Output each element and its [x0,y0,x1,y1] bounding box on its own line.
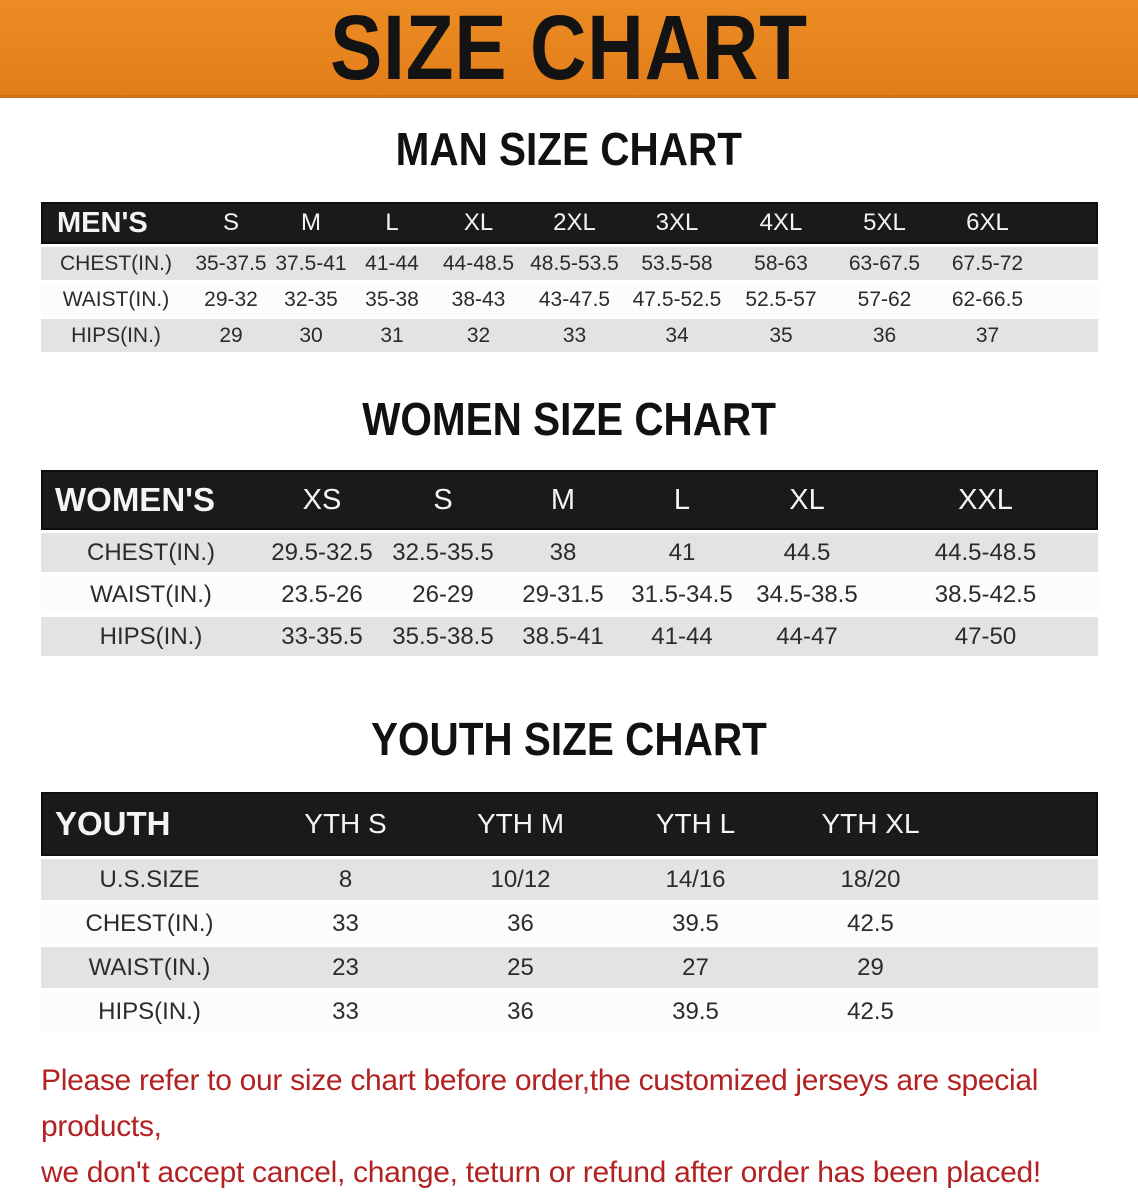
cell-value: 29 [219,323,243,347]
cell-value: 27 [682,953,709,981]
women-section-heading [0,392,1138,446]
cell-value: 44.5-48.5 [934,538,1037,566]
row-label: CHEST(IN.) [87,538,215,566]
womens-header-label: WOMEN'S [55,481,216,518]
cell-value: 31.5-34.5 [631,580,733,608]
cell-value: 35 [769,323,793,347]
womens-size-table [41,470,1098,656]
row-label: CHEST(IN.) [85,909,214,937]
women-heading-text: WOMEN SIZE CHART [362,393,776,445]
cell-value: 30 [299,323,323,347]
cell-value: 29-31.5 [522,580,604,608]
row-label: CHEST(IN.) [60,251,172,275]
youth-size-table [41,792,1098,1032]
table-row [41,947,1098,988]
cell-value: 18/20 [840,865,901,893]
table-row [41,283,1098,316]
youth-size-col: YTH XL [821,808,920,839]
size-chart-banner [0,0,1138,98]
cell-value: 35-38 [365,287,419,311]
cell-value: 29-32 [204,287,258,311]
man-heading-text: MAN SIZE CHART [395,123,743,175]
row-label: WAIST(IN.) [90,580,212,608]
man-section-heading [0,122,1138,176]
cell-value: 23 [332,953,359,981]
youth-section-heading [0,712,1138,766]
row-label: WAIST(IN.) [62,287,170,311]
cell-value: 33 [332,997,359,1025]
table-row [41,319,1098,352]
table-row [41,903,1098,944]
cell-value: 26-29 [412,580,474,608]
cell-value: 34.5-38.5 [756,580,858,608]
table-row [41,617,1098,656]
cell-value: 31 [380,323,404,347]
cell-value: 47-50 [954,622,1017,650]
table-row [41,859,1098,900]
womens-size-col: XL [789,483,825,516]
cell-value: 38 [549,538,577,566]
cell-value: 32-35 [284,287,338,311]
womens-table-header [41,470,1098,530]
youth-table-header [41,792,1098,856]
table-row [41,575,1098,614]
youth-size-col: YTH S [304,808,387,839]
womens-size-col: XXL [958,483,1013,516]
cell-value: 62-66.5 [951,287,1024,311]
cell-value: 33 [562,323,587,347]
cell-value: 39.5 [672,909,719,937]
cell-value: 33-35.5 [281,622,363,650]
womens-size-col: XS [302,483,342,516]
mens-size-col: L [385,209,399,236]
banner-title: SIZE CHART [330,0,808,99]
cell-value: 39.5 [672,997,719,1025]
mens-size-col: XL [463,209,494,236]
disclaimer-line-2: we don't accept cancel, change, teturn or refund after order has been placed! [41,1156,1041,1189]
youth-heading-text: YOUTH SIZE CHART [371,713,767,765]
cell-value: 38-43 [451,287,506,311]
cell-value: 41 [668,538,696,566]
cell-value: 41-44 [651,622,713,650]
cell-value: 37.5-41 [275,251,347,275]
mens-size-col: 3XL [655,209,699,236]
cell-value: 53.5-58 [641,251,713,275]
womens-size-col: S [433,483,453,516]
cell-value: 47.5-52.5 [632,287,722,311]
youth-size-col: YTH L [655,808,736,839]
cell-value: 35.5-38.5 [392,622,494,650]
cell-value: 52.5-57 [745,287,817,311]
cell-value: 38.5-41 [522,622,604,650]
mens-size-col: M [301,209,321,236]
youth-header-label: YOUTH [55,805,171,842]
mens-size-table [41,202,1098,352]
cell-value: 14/16 [665,865,726,893]
cell-value: 37 [975,323,1000,347]
mens-size-col: 2XL [553,209,596,236]
cell-value: 44-48.5 [442,251,515,275]
cell-value: 42.5 [847,997,894,1025]
womens-size-col: L [673,483,691,516]
cell-value: 36 [872,323,897,347]
mens-size-col: 4XL [759,209,803,236]
cell-value: 25 [507,953,534,981]
row-label: HIPS(IN.) [99,622,203,650]
mens-table-header [41,202,1098,244]
mens-size-col: 5XL [863,209,906,236]
row-label: HIPS(IN.) [98,997,201,1025]
cell-value: 33 [332,909,359,937]
table-row [41,247,1098,280]
disclaimer-text [41,1058,1118,1196]
row-label: HIPS(IN.) [71,323,161,347]
cell-value: 29.5-32.5 [271,538,373,566]
youth-size-col: YTH M [476,808,565,839]
cell-value: 35-37.5 [195,251,267,275]
cell-value: 10/12 [490,865,551,893]
cell-value: 67.5-72 [951,251,1024,275]
cell-value: 58-63 [754,251,808,275]
cell-value: 44-47 [776,622,838,650]
cell-value: 63-67.5 [848,251,921,275]
cell-value: 57-62 [857,287,912,311]
mens-size-col: S [222,209,239,236]
row-label: U.S.SIZE [99,865,200,893]
womens-size-col: M [550,483,576,516]
cell-value: 42.5 [847,909,894,937]
cell-value: 29 [857,953,884,981]
cell-value: 44.5 [783,538,831,566]
cell-value: 48.5-53.5 [530,251,619,275]
cell-value: 34 [665,323,689,347]
disclaimer-line-1: Please refer to our size chart before order,the customized jerseys are special products, [41,1064,1039,1143]
cell-value: 43-47.5 [538,287,611,311]
row-label: WAIST(IN.) [88,953,211,981]
table-row [41,533,1098,572]
mens-size-col: 6XL [966,209,1009,236]
cell-value: 36 [507,909,534,937]
cell-value: 32 [466,323,491,347]
mens-header-label: MEN'S [57,206,148,239]
cell-value: 23.5-26 [281,580,363,608]
table-row [41,991,1098,1032]
cell-value: 36 [507,997,534,1025]
cell-value: 32.5-35.5 [392,538,494,566]
cell-value: 8 [338,865,353,893]
cell-value: 38.5-42.5 [934,580,1037,608]
cell-value: 41-44 [365,251,419,275]
